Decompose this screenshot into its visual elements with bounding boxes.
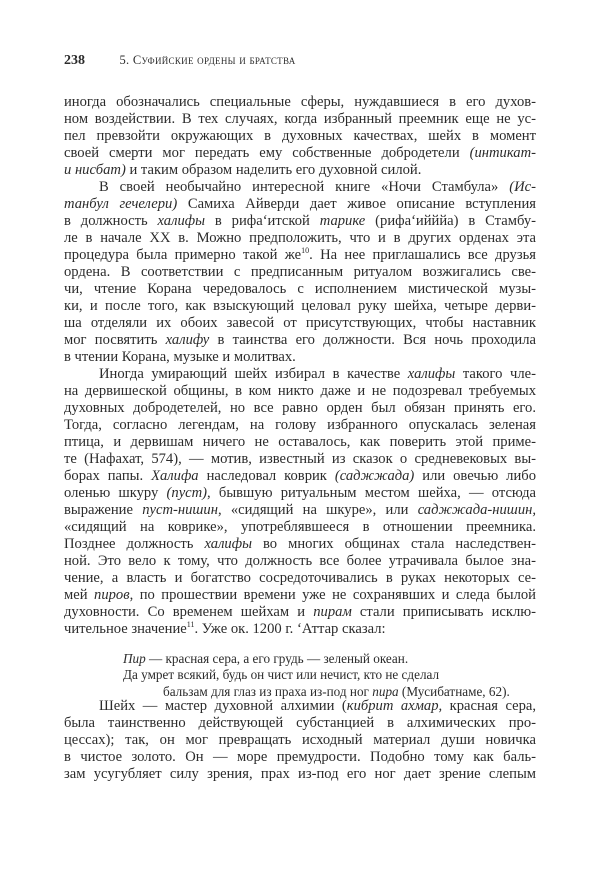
italic-term: саджжада-нишин, (417, 501, 536, 518)
text-run: пел превзойти окружающих в духовных качествах, шейх в момент (64, 127, 536, 144)
text-line (64, 715, 536, 732)
text-line (64, 366, 536, 383)
text-run: в чистое золото. Он — море премудрости. Подобно тому как баль- (64, 749, 536, 765)
footnote-ref: 11 (186, 619, 195, 629)
text-line (64, 349, 536, 366)
text-line (64, 230, 536, 247)
text-line (64, 315, 536, 332)
text-line (64, 621, 536, 638)
text-line (64, 536, 536, 553)
text-run: чение, а власть и богатство сосредоточивались в руках некоторых се- (64, 569, 536, 586)
text-run: в чтении Корана, музыке и молитвах. (64, 348, 296, 365)
paragraph (64, 94, 536, 179)
text-line (64, 766, 536, 783)
text-run: те (Нафахат, 574), — мотив, известный из сказок о средневековых вы- (64, 450, 536, 467)
text-run: чительное значение (64, 620, 187, 637)
text-line (64, 485, 536, 502)
italic-term: халифы (204, 535, 252, 552)
italic-term: (саджжада) (334, 467, 415, 484)
text-line (64, 587, 536, 604)
text-line (123, 667, 536, 684)
text-run: бальзам для глаз из праха из-под ног (163, 683, 373, 699)
text-run: Позднее должность (64, 535, 205, 552)
text-run: иногда обозначались специальные сферы, нуждавшиеся в его духов- (64, 93, 536, 110)
text-line (64, 179, 536, 196)
running-title: 5. Суфийские ордены и братства (119, 53, 296, 67)
text-run: чи, чтение Корана чередовалось с исполнением мистической музы- (64, 280, 536, 297)
paragraph (64, 698, 536, 783)
text-line (64, 434, 536, 451)
text-line (64, 145, 536, 162)
text-run: ки, и после того, как взыскующий целовал руку шейха, четыре дерви- (64, 297, 536, 314)
text-run: в рифа‘итской (205, 212, 320, 229)
italic-term: пиров (94, 586, 130, 603)
text-line (64, 417, 536, 434)
text-run: птица, и дервишам ничего не оставалось, как поверить этой приме- (64, 433, 536, 450)
text-run: на дервишеской общины, в ком никто даже и не подозревал требуемых (64, 382, 536, 399)
text-run: была таинственно действующей субстанцией в алхимических про- (64, 715, 536, 731)
italic-term: тарике (319, 212, 366, 229)
text-run: наследовал коврик (198, 467, 335, 484)
text-line (64, 468, 536, 485)
text-line (64, 502, 536, 519)
paragraph (64, 179, 536, 366)
text-line (64, 553, 536, 570)
text-run: красная сера, (442, 698, 537, 714)
verse-quote (123, 651, 536, 701)
text-line (64, 698, 536, 715)
italic-term: пуст-нишин (142, 501, 218, 518)
text-run: В своей необычайно интересной книге «Ночи Стамбула» (99, 178, 510, 195)
text-run: ной. Это вело к тому, что должность все более утрачивала былое зна- (64, 552, 536, 569)
text-line (64, 298, 536, 315)
italic-term: халифы (157, 212, 206, 229)
text-line (64, 519, 536, 536)
text-run: духовности. Со временем шейхам и (64, 603, 314, 620)
italic-term: танбул гечелери) (64, 195, 178, 212)
text-run: во многих общинах стала наследствен- (251, 535, 536, 552)
text-line (64, 400, 536, 417)
text-run: . Уже ок. 1200 г. ‘Аттар сказал: (194, 620, 386, 637)
text-line (64, 213, 536, 230)
page-number: 238 (64, 53, 85, 68)
text-line (64, 383, 536, 400)
text-run: Тогда, согласно легендам, на голову избранного опускалась зеленая (64, 416, 536, 433)
running-header (64, 53, 296, 69)
text-run: выражение (64, 501, 143, 518)
text-line (64, 247, 536, 264)
text-run: ном воздействии. В тех случаях, когда избранный преемник еще не ус- (64, 110, 536, 127)
italic-term: пира (372, 683, 399, 699)
text-run: Да умрет всякий, будь он чист или нечист, кто не сделал (123, 667, 440, 682)
text-run: борах папы. (64, 467, 152, 484)
italic-term: халифы (407, 365, 456, 382)
text-run: ордена. В соответствии с предписанным ритуалом возжигались све- (64, 263, 536, 280)
text-run: такого чле- (455, 365, 537, 382)
italic-term: (пуст) (166, 484, 208, 501)
italic-term: и нисбат) (64, 161, 126, 178)
text-run: «сидящий на коврике», употреблявшееся в отношении преемника. (64, 518, 536, 535)
footnote-ref: 10 (301, 245, 310, 255)
text-run: цессах); так, он мог превращать исходный материал души новичка (64, 732, 536, 748)
text-run: в должность (64, 212, 158, 229)
text-run: , «сидящий на шкуре», или (217, 501, 418, 518)
text-line (64, 111, 536, 128)
italic-term: халифу (165, 331, 210, 348)
italic-term: (Ис- (509, 178, 536, 195)
text-line (64, 162, 536, 179)
text-run: духовных добродетелей, но все равно орден был обязан принять его. (64, 399, 536, 416)
text-run: , по прошествии времени уже не сохранявших и следа былой (129, 586, 536, 603)
text-line (64, 281, 536, 298)
text-run: процедура была примерно такой же (64, 246, 302, 263)
italic-term: кибрит ахмар, (346, 698, 443, 714)
body-text (64, 94, 536, 784)
text-line (64, 264, 536, 281)
text-line (64, 128, 536, 145)
text-line (64, 732, 536, 749)
text-line (123, 651, 536, 668)
text-run: Самиха Айверди дает живое описание вступления (177, 195, 536, 212)
text-run: мог посвятить (64, 331, 166, 348)
text-run: оленью шкуру (64, 484, 167, 501)
text-line (64, 604, 536, 621)
text-run: , бывшую ритуальным местом шейха, — отсюда (207, 484, 536, 501)
italic-term: пирам (313, 603, 352, 620)
text-run: ле в начале XX в. Можно предположить, что и в других орденах эта (64, 229, 536, 246)
text-line (64, 749, 536, 766)
paragraph (64, 366, 536, 638)
text-line (64, 451, 536, 468)
italic-term: Пир (123, 650, 146, 666)
text-run: (рифа‘ийййа) в Стамбу- (365, 212, 536, 229)
italic-term: (интикат- (469, 144, 536, 161)
text-run: или овечью либо (414, 467, 536, 484)
text-run: — красная сера, а его грудь — зеленый океан. (145, 650, 409, 666)
text-run: . На нее приглашались все друзья (309, 246, 536, 263)
text-line (64, 570, 536, 587)
text-line (64, 332, 536, 349)
text-run: ша отделяли их обоих завесой от присутствующих, чтобы наставник (64, 314, 536, 331)
text-run: зам усугубляет силу зрения, прах из-под его ног дает зрение слепым (64, 766, 536, 782)
text-run: в таинства его должности. Вся ночь проходила (209, 331, 536, 348)
text-run: Шейх — мастер духовной алхимии ( (99, 698, 347, 714)
text-run: мей (64, 586, 95, 603)
text-run: (Мусибатнаме, 62). (398, 683, 510, 699)
text-line (64, 196, 536, 213)
text-run: своей смерти мог передать ему собственные добродетели (64, 144, 470, 161)
italic-term: Халифа (151, 467, 199, 484)
text-run: стали приписывать исклю- (351, 603, 537, 620)
text-line (64, 94, 536, 111)
text-run: и таким образом наделить его духовной силой. (125, 161, 422, 178)
text-run: Иногда умирающий шейх избирал в качестве (99, 365, 408, 382)
